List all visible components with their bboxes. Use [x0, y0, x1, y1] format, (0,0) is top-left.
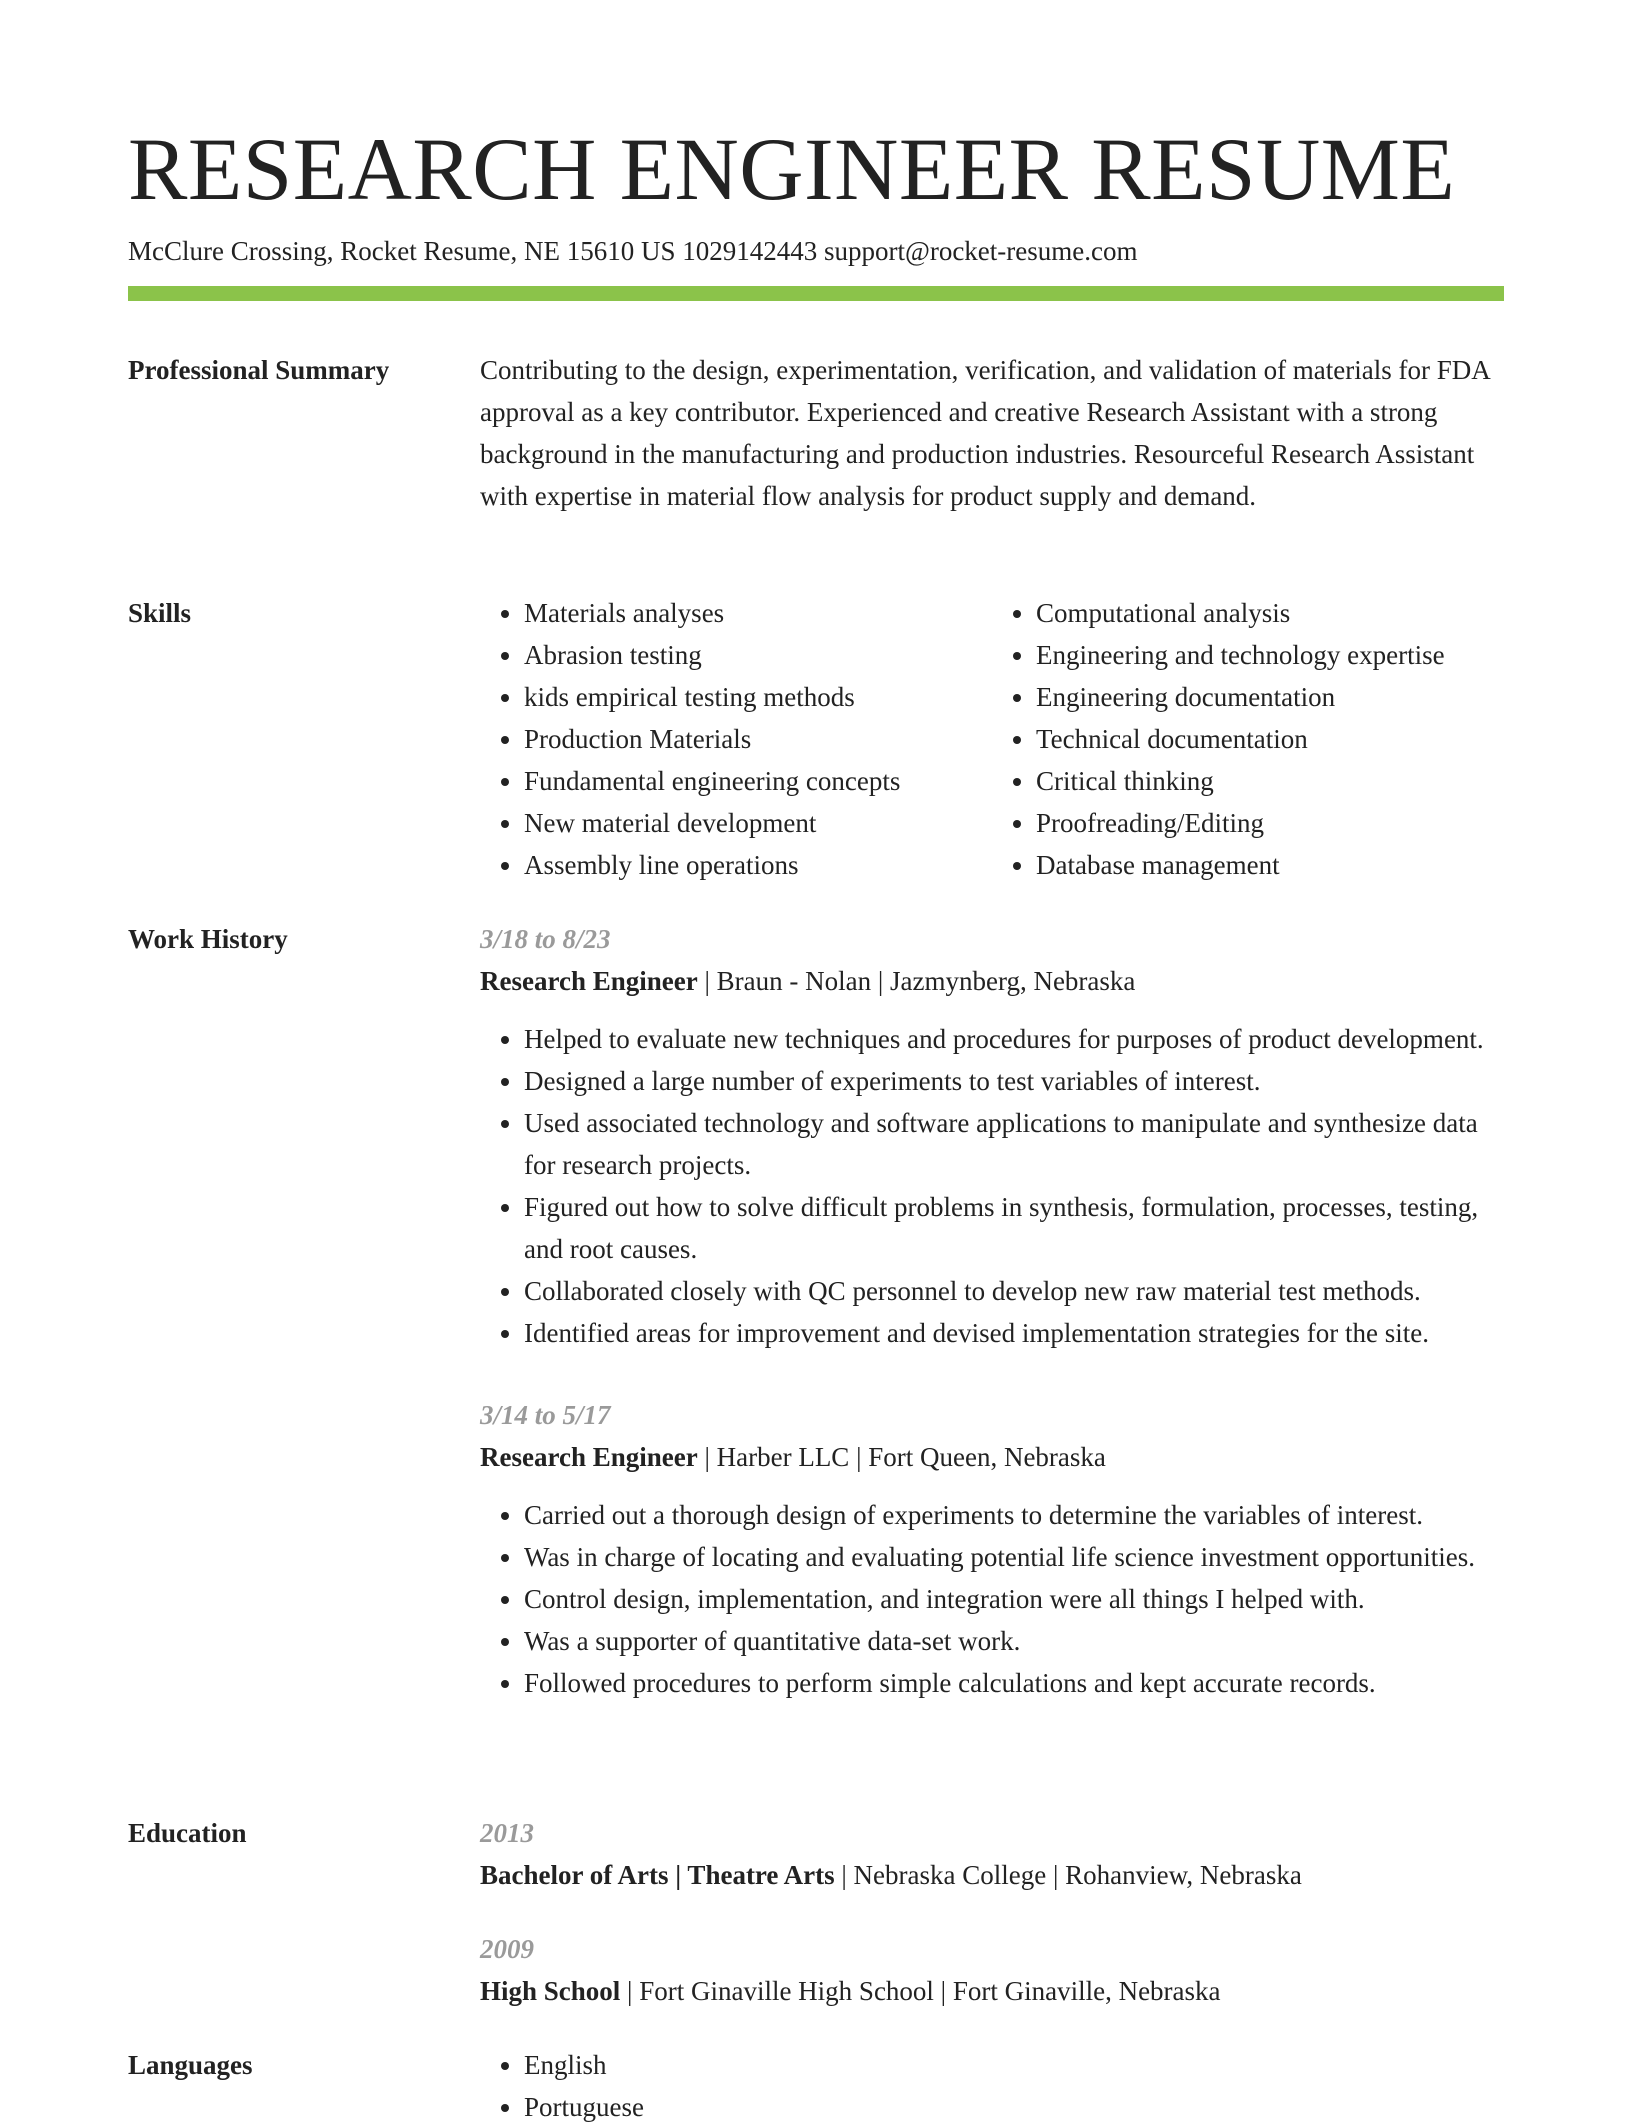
skill-item: • Database management — [1036, 844, 1504, 886]
job-bullet: • Identified areas for improvement and devised implementation strategies for the site. — [524, 1312, 1504, 1354]
job-bullet: • Control design, implementation, and integration were all things I helped with. — [524, 1578, 1504, 1620]
skill-item: • Materials analyses — [524, 592, 992, 634]
contact-line: McClure Crossing, Rocket Resume, NE 15610 US 1029142443 support@rocket-resume.com — [128, 236, 1138, 266]
education-year: 2009 — [480, 1934, 534, 1964]
skills-list-left — [480, 592, 992, 886]
job-bullet: • Helped to evaluate new techniques and procedures for purposes of product development. — [524, 1018, 1504, 1060]
skill-item: • kids empirical testing methods — [524, 676, 992, 718]
job-title: Research Engineer — [480, 966, 698, 996]
languages-list — [480, 2044, 1504, 2128]
education-entry — [480, 1812, 1504, 1896]
skill-item: • Production Materials — [524, 718, 992, 760]
job-bullet: • Followed procedures to perform simple calculations and kept accurate records. — [524, 1662, 1504, 1704]
skill-item: • Proofreading/Editing — [1036, 802, 1504, 844]
job-bullet: • Carried out a thorough design of experiments to determine the variables of interest. — [524, 1494, 1504, 1536]
job-bullet: • Collaborated closely with QC personnel to develop new raw material test methods. — [524, 1270, 1504, 1312]
job-dates: 3/18 to 8/23 — [480, 924, 611, 954]
resume-header — [128, 118, 1504, 268]
skill-item: • New material development — [524, 802, 992, 844]
job-entry — [480, 918, 1504, 1354]
skill-item: • Critical thinking — [1036, 760, 1504, 802]
education-school: | Fort Ginaville High School | Fort Ginaville, Nebraska — [620, 1976, 1221, 2006]
work-history-heading: Work History — [128, 924, 288, 954]
education-body — [480, 1812, 1504, 2044]
job-title: Research Engineer — [480, 1442, 698, 1472]
skill-item: • Computational analysis — [1036, 592, 1504, 634]
education-heading: Education — [128, 1818, 247, 1848]
education-school: | Nebraska College | Rohanview, Nebraska — [834, 1860, 1302, 1890]
job-bullet: • Was in charge of locating and evaluating potential life science investment opportunities. — [524, 1536, 1504, 1578]
resume-title: RESEARCH ENGINEER RESUME — [128, 121, 1456, 219]
job-bullet-list — [480, 1494, 1504, 1704]
skills-list-right — [992, 592, 1504, 886]
summary-text: Contributing to the design, experimentation, verification, and validation of materials for FDA approval as a key contributor. Experienced and creative Research Assistant with a strong background in the manufacturing and production industries. Resourceful Research Assistant with expertise in material flow analysis for product supply and demand. — [480, 355, 1490, 511]
skill-item: • Assembly line operations — [524, 844, 992, 886]
skill-item: • Abrasion testing — [524, 634, 992, 676]
job-role-line — [480, 1436, 1504, 1478]
skill-item: • Technical documentation — [1036, 718, 1504, 760]
skills-heading: Skills — [128, 598, 192, 628]
job-bullet: • Was a supporter of quantitative data-set work. — [524, 1620, 1504, 1662]
skill-item: • Fundamental engineering concepts — [524, 760, 992, 802]
education-year: 2013 — [480, 1818, 534, 1848]
accent-divider — [128, 286, 1504, 301]
job-bullet: • Designed a large number of experiments to test variables of interest. — [524, 1060, 1504, 1102]
education-line — [480, 1854, 1504, 1896]
job-employer: | Harber LLC | Fort Queen, Nebraska — [697, 1442, 1106, 1472]
summary-heading: Professional Summary — [128, 355, 390, 385]
job-dates: 3/14 to 5/17 — [480, 1400, 611, 1430]
skill-item: • Engineering documentation — [1036, 676, 1504, 718]
education-degree: High School — [480, 1976, 621, 2006]
language-item: • Portuguese — [524, 2086, 1504, 2128]
job-employer: | Braun - Nolan | Jazmynberg, Nebraska — [697, 966, 1136, 996]
job-role-line — [480, 960, 1504, 1002]
job-bullet: • Used associated technology and software applications to manipulate and synthesize data for research projects. — [524, 1102, 1504, 1186]
job-bullet-list — [480, 1018, 1504, 1354]
skill-item: • Engineering and technology expertise — [1036, 634, 1504, 676]
job-entry — [480, 1394, 1504, 1704]
work-history-body — [480, 918, 1504, 1736]
job-bullet: • Figured out how to solve difficult problems in synthesis, formulation, processes, testing, and root causes. — [524, 1186, 1504, 1270]
education-degree: Bachelor of Arts | Theatre Arts — [480, 1860, 835, 1890]
language-item: • English — [524, 2044, 1504, 2086]
languages-heading: Languages — [128, 2050, 253, 2080]
education-line — [480, 1970, 1504, 2012]
education-entry — [480, 1928, 1504, 2012]
skills-columns — [480, 592, 1504, 886]
languages-body — [480, 2044, 1504, 2128]
